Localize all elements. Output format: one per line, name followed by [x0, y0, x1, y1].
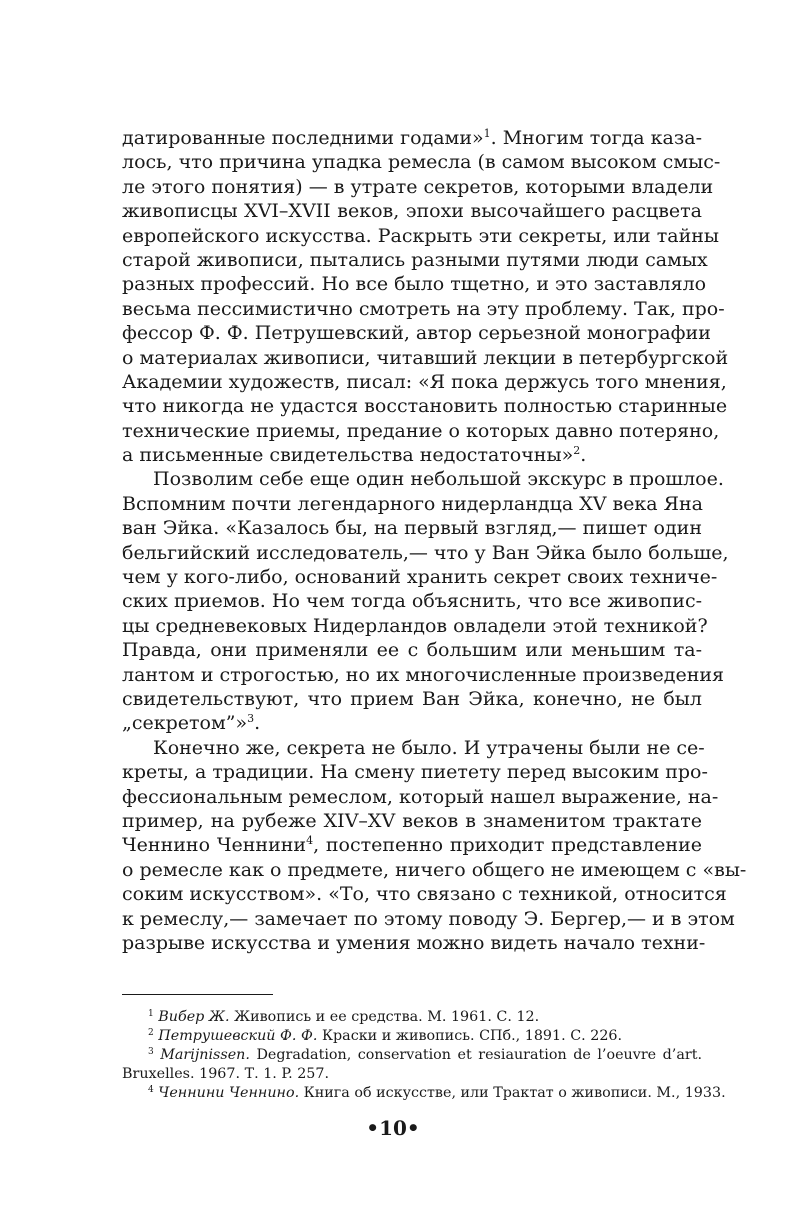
text-line [122, 175, 714, 199]
text-line [122, 370, 727, 394]
text-line [122, 907, 735, 931]
text-line [122, 321, 711, 345]
text-segment: Ченнино Ченнини [122, 834, 307, 857]
text-line [122, 638, 702, 662]
text-segment: бельгийский исследователь,— что у Ван Эйка было больше, [122, 541, 729, 564]
text-segment: технические приемы, предание о которых давно потеряно, [122, 419, 720, 442]
text-segment: разных профессий. Но все было тщетно, и это заставляло [122, 273, 707, 296]
text-segment: к ремеслу,— замечает по этому поводу Э. Бергер,— и в этом [122, 907, 735, 930]
text-line [122, 394, 728, 418]
footnote-text: Degradation, conservation et resiauration de l’oeuvre d’art. [249, 1047, 702, 1063]
footnote-mark: 4 [148, 1085, 154, 1095]
body-text [122, 126, 747, 955]
text-line [122, 785, 719, 809]
footnote [122, 1008, 702, 1027]
text-segment: ских приемов. Но чем тогда объяснить, что все живопис- [122, 590, 702, 613]
text-line [122, 833, 702, 857]
text-segment: разрыве искусства и умения можно видеть начало техни- [122, 931, 706, 954]
page-number: •10• [366, 1116, 420, 1140]
footnote-reference: 2 [573, 444, 581, 458]
text-segment: датированные последними годами» [122, 127, 484, 149]
text-line [122, 541, 729, 565]
text-segment: „секретом”» [122, 712, 248, 735]
text-line [122, 492, 702, 516]
footnote [122, 1084, 726, 1103]
footnote [122, 1027, 702, 1046]
text-line [122, 931, 706, 955]
footnote-mark: 3 [148, 1047, 154, 1057]
footnote-divider [122, 994, 273, 995]
footnote-reference: 3 [247, 712, 255, 726]
text-line [122, 199, 702, 223]
footnote-reference: 4 [306, 834, 314, 848]
text-segment: ван Эйка. «Казалось бы, на первый взгляд,— пишет один [122, 517, 702, 540]
text-segment: . Многим тогда каза- [490, 127, 702, 149]
text-line [122, 346, 729, 370]
text-segment: цы средневековых Нидерландов овладели этой техникой? [122, 614, 708, 637]
text-segment: свидетельствуют, что прием Ван Эйка, конечно, не был [122, 687, 702, 710]
footnotes [122, 1008, 726, 1103]
text-line [122, 663, 725, 687]
text-line [122, 248, 708, 272]
footnote-author: Marijnissen. [160, 1047, 250, 1063]
text-segment: о ремесле как о предмете, ничего общего не имеющем с «вы- [122, 858, 747, 881]
text-segment: пример, на рубеже XIV–XV веков в знаменитом трактате [122, 809, 702, 832]
footnote-author: Ченнини Ченнино. [158, 1085, 300, 1101]
text-line [122, 419, 720, 443]
text-segment: , постепенно приходит представление [313, 834, 702, 857]
text-segment: старой живописи, пытались разными путями люди самых [122, 248, 708, 271]
text-line [122, 516, 702, 540]
text-line [122, 467, 724, 491]
text-segment: чем у кого-либо, оснований хранить секрет своих техниче- [122, 566, 718, 589]
footnote-text: Книга об искусстве, или Трактат о живописи. М., 1933. [299, 1085, 726, 1101]
text-line [122, 882, 727, 906]
footnote-text: Живопись и ее средства. М. 1961. С. 12. [229, 1009, 540, 1025]
text-segment: соким искусством». «То, что связано с техникой, относится [122, 883, 727, 906]
text-segment: что никогда не удастся восстановить полностью старинные [122, 395, 728, 418]
text-line [122, 809, 702, 833]
text-segment: а письменные свидетельства недостаточны» [122, 444, 574, 467]
text-segment: креты, а традиции. На смену пиетету перед высоким про- [122, 761, 708, 784]
footnote-author: Вибер Ж. [158, 1009, 230, 1025]
text-line [122, 126, 702, 150]
text-line [122, 858, 747, 882]
footnote-text: Краски и живопись. СПб., 1891. С. 226. [317, 1028, 623, 1044]
footnote [122, 1046, 702, 1065]
text-line [122, 589, 702, 613]
footnote-author: Петрушевский Ф. Ф. [158, 1028, 318, 1044]
text-segment: . [254, 712, 261, 735]
text-line [122, 711, 702, 735]
text-segment: ле этого понятия) — в утрате секретов, которыми владели [122, 175, 714, 198]
text-line [122, 565, 718, 589]
footnote-continuation: Bruxelles. 1967. Т. 1. P. 257. [122, 1066, 330, 1082]
text-line [122, 272, 707, 296]
text-segment: живописцы XVI–XVII веков, эпохи высочайшего расцвета [122, 200, 702, 223]
text-segment: . [580, 444, 587, 467]
text-segment: Вспомним почти легендарного нидерландца XV века Яна [122, 492, 703, 515]
text-segment: фессиональным ремеслом, который нашел выражение, на- [122, 785, 719, 808]
text-segment: Правда, они применяли ее с большим или меньшим та- [122, 639, 702, 662]
text-line [122, 760, 708, 784]
text-line [122, 443, 702, 467]
text-segment: лантом и строгостью, но их многочисленные произведения [122, 663, 725, 686]
text-line [122, 297, 725, 321]
text-segment: Академии художеств, писал: «Я пока держусь того мнения, [122, 370, 727, 393]
text-segment: о материалах живописи, читавший лекции в петербургской [122, 346, 729, 369]
text-segment: Позволим себе еще один небольшой экскурс в прошлое. [153, 468, 724, 491]
text-line [122, 614, 708, 638]
text-segment: весьма пессимистично смотреть на эту проблему. Так, про- [122, 297, 725, 320]
text-line [122, 150, 721, 174]
text-line [122, 224, 720, 248]
footnote-reference: 1 [483, 127, 491, 140]
text-segment: лось, что причина упадка ремесла (в самом высоком смыс- [122, 151, 721, 174]
text-segment: Конечно же, секрета не было. И утрачены были не се- [153, 736, 705, 759]
footnote-mark: 1 [148, 1009, 154, 1019]
text-segment: европейского искусства. Раскрыть эти секреты, или тайны [122, 224, 720, 247]
text-line [122, 687, 702, 711]
text-line [122, 736, 705, 760]
footnote-mark: 2 [148, 1028, 154, 1038]
text-segment: фессор Ф. Ф. Петрушевский, автор серьезной монографии [122, 322, 711, 345]
